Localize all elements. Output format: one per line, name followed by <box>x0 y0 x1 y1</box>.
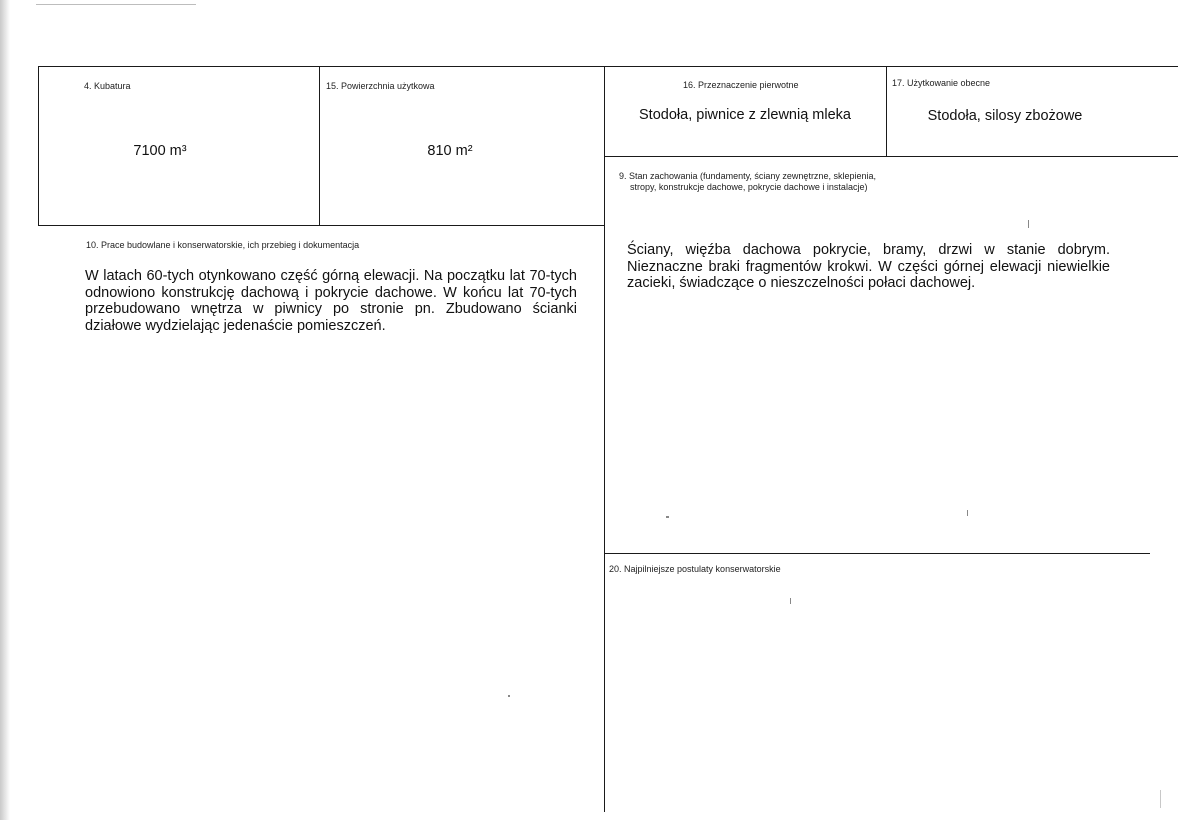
postulaty-label: 20. Najpilniejsze postulaty konserwatorskie <box>609 564 781 574</box>
rule-v-center <box>604 66 605 812</box>
rule-v-uzytkowanie <box>886 66 887 156</box>
scan-speck <box>666 516 669 518</box>
scan-speck <box>1028 220 1029 228</box>
stan-label-line1: 9. Stan zachowania (fundamenty, ściany zewnętrzne, sklepienia, <box>619 171 876 181</box>
scan-speck <box>967 510 968 516</box>
powierzchnia-label: 15. Powierzchnia użytkowa <box>326 81 435 91</box>
scan-edge-shadow <box>0 0 10 820</box>
rule-mid-left <box>38 225 604 226</box>
stan-text: Ściany, więźba dachowa pokrycie, bramy, drzwi w stanie dobrym. Nieznaczne braki fragmentów krokwi. W części górnej elewacji niewielkie zacieki, świadczące o nieszczelności połaci dachowej. <box>627 242 1110 291</box>
przeznaczenie-label: 16. Przeznaczenie pierwotne <box>683 80 799 90</box>
uzytkowanie-label: 17. Użytkowanie obecne <box>892 78 991 88</box>
rule-top <box>38 66 1178 67</box>
scan-speck <box>1160 790 1161 808</box>
scan-speck <box>790 598 791 604</box>
rule-lower-right <box>604 553 1150 554</box>
przeznaczenie-value: Stodoła, piwnice z zlewnią mleka <box>639 107 851 123</box>
scan-mark <box>36 4 196 5</box>
kubatura-label: 4. Kubatura <box>84 81 131 91</box>
uzytkowanie-value: Stodoła, silosy zbożowe <box>927 108 1083 124</box>
rule-v-left <box>38 66 39 226</box>
stan-label-line2: stropy, konstrukcje dachowe, pokrycie dachowe i instalacje) <box>630 182 868 192</box>
prace-label: 10. Prace budowlane i konserwatorskie, ich przebieg i dokumentacja <box>86 240 360 250</box>
rule-v-kubatura <box>319 66 320 226</box>
scan-speck <box>508 695 510 697</box>
powierzchnia-value: 810 m² <box>427 143 473 159</box>
kubatura-value: 7100 m³ <box>133 143 187 159</box>
prace-text: W latach 60-tych otynkowano część górną elewacji. Na początku lat 70-tych odnowiono konstrukcję dachową i pokrycie dachowe. W końcu lat 70-tych przebudowano wnętrza w piwnicy po stronie pn. Zbudowano ścianki działowe wydzielając jedenaście pomieszczeń. <box>85 268 577 334</box>
rule-mid-right <box>604 156 1178 157</box>
